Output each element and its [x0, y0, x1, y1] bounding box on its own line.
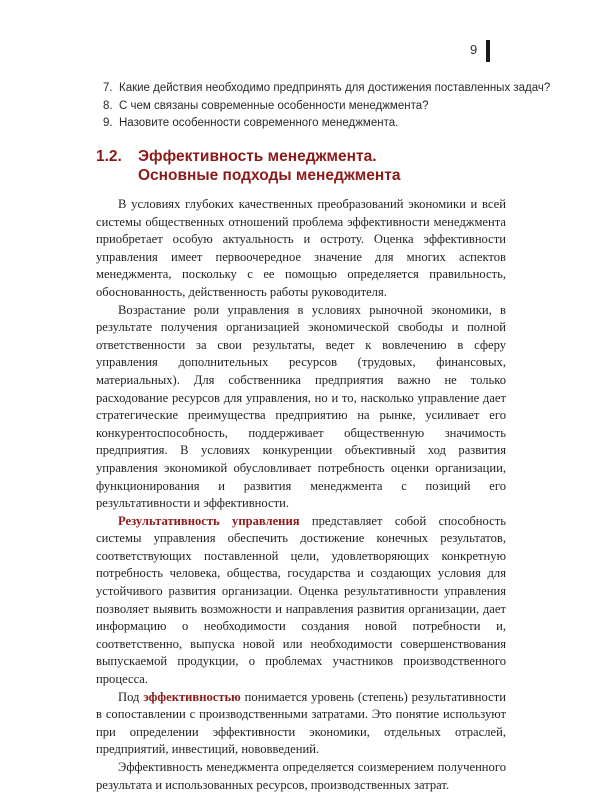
- list-item: [97, 115, 507, 133]
- page-number: 9: [470, 42, 478, 57]
- list-item: [97, 80, 551, 98]
- paragraph-2: Возрастание роли управления в условиях рыночной экономики, в результате получения организацией экономической свободы и полной ответственности за свои результаты, ведет к вовлечению в сферу управления дополнительных ресурсов (трудовых, финансовых, материальных). Для собственника предприятия важно не только расходование ресурсов для управления, но и то, насколько управление дает стратегические преимущества предприятию на рынке, усиливает его конкурентоспособность, поддерживает общественную значимость предприятия. В условиях конкуренции объективный ход развития управления экономикой обусловливает потребность оценки организации, функционирования и развития менеджмента с позиций его результативности и эффективности.: [96, 302, 506, 511]
- paragraph-3: [96, 513, 506, 689]
- paragraph-4: [96, 689, 506, 759]
- question-text: Какие действия необходимо предпринять для достижения поставленных задач?: [119, 82, 551, 94]
- term-efficiency: эффективностью: [143, 689, 241, 704]
- paragraph-4-text: понимается уровень (степень) результативности в сопоставлении с производственными затратами. Это понятие используют при определении эффективности экономики, отдельных отраслей, предприятий, инвестиций, нововведений.: [96, 689, 506, 757]
- term-results-management: Результативность управления: [118, 513, 300, 528]
- paragraph-4-lead: Под: [118, 689, 144, 704]
- paragraph-5: Эффективность менеджмента определяется соизмерением полученного результата и использованных ресурсов, производственных затрат.: [96, 760, 506, 792]
- question-number: 8.: [103, 99, 113, 112]
- review-questions-list: [97, 80, 551, 133]
- question-text: С чем связаны современные особенности менеджмента?: [119, 99, 429, 112]
- section-number: 1.2.: [96, 148, 122, 165]
- paragraph-3-text: представляет собой способность системы управления обеспечить достижение конечных результатов, соответствующих поставленной цели, удовлетворяющих конкретную потребность человека, общества, государства и создающих условия для устойчивого развития организации. Оценка результативности управления позволяет выявить возможности и направления развития организации, дает информацию о необходимости создания новой потребности и, соответственно, выпуска новой или необходимости совершенствования выпускаемой продукции, о проблемах участников производственного процесса.: [96, 513, 506, 687]
- section-title-line-1: Эффективность менеджмента.: [138, 148, 377, 165]
- list-item: [97, 98, 507, 116]
- question-number: 7.: [103, 82, 113, 94]
- section-title: [138, 147, 518, 185]
- question-text: Назовите особенности современного менеджмента.: [119, 117, 399, 129]
- page-number-bar: [486, 40, 490, 62]
- paragraph-1: В условиях глубоких качественных преобразований экономики и всей системы общественных отношений проблема эффективности менеджмента приобретает особую актуальность и остроту. Оценка эффективности управления имеет первоочередное значение для многих аспектов менеджмента, поскольку с ее помощью определяется правильность, обоснованность, действенность работы руководителя.: [96, 197, 506, 299]
- section-title-line-2: Основные подходы менеджмента: [138, 167, 401, 184]
- question-number: 9.: [103, 117, 113, 129]
- section-body: [96, 196, 506, 794]
